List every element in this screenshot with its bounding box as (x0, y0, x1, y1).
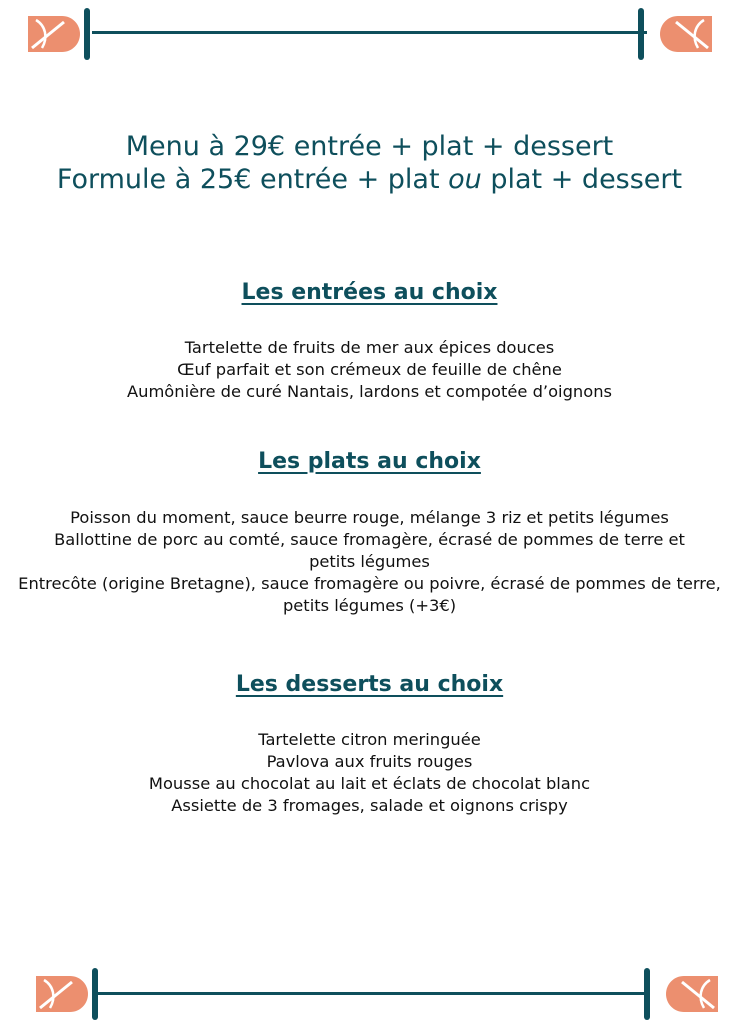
dish-item: Assiette de 3 fromages, salade et oignons crispy (171, 796, 568, 815)
formule-italic-or: ou (448, 164, 482, 195)
section-title-entrees: Les entrées au choix (241, 280, 498, 305)
dish-item: Tartelette de fruits de mer aux épices douces (184, 338, 555, 357)
dish-item: Tartelette citron meringuée (258, 730, 481, 749)
dish-item: Ballottine de porc au comté, sauce fromagère, écrasé de pommes de terre et petits légumes (54, 530, 685, 571)
bottom-right-leaf-icon (640, 968, 720, 1020)
dish-item: Pavlova aux fruits rouges (266, 752, 473, 771)
formule-prefix: Formule à 25€ entrée + plat (56, 164, 449, 195)
top-right-leaf-icon (634, 8, 714, 60)
menu-price-line: Menu à 29€ entrée + plat + dessert (125, 131, 614, 162)
dish-item: Entrecôte (origine Bretagne), sauce fromagère ou poivre, écrasé de pommes de terre, petits légumes (+3€) (18, 574, 721, 615)
dish-item: Aumônière de curé Nantais, lardons et compotée d’oignons (126, 382, 612, 401)
dish-item: Poisson du moment, sauce beurre rouge, mélange 3 riz et petits légumes (70, 508, 669, 527)
formule-suffix: plat + dessert (481, 164, 683, 195)
section-items-desserts (8, 729, 731, 817)
dish-item: Mousse au chocolat au lait et éclats de chocolat blanc (148, 774, 591, 793)
section-title-desserts: Les desserts au choix (235, 672, 504, 697)
bottom-left-leaf-icon (34, 968, 114, 1020)
top-left-leaf-icon (26, 8, 106, 60)
section-items-plats (8, 507, 731, 617)
top-divider-line (92, 31, 647, 34)
dish-item: Œuf parfait et son crémeux de feuille de chêne (177, 360, 562, 379)
menu-headline (0, 130, 739, 196)
section-title-plats: Les plats au choix (258, 449, 481, 474)
formule-price-line (0, 163, 739, 196)
section-items-entrees (8, 337, 731, 403)
bottom-divider-line (92, 992, 647, 995)
